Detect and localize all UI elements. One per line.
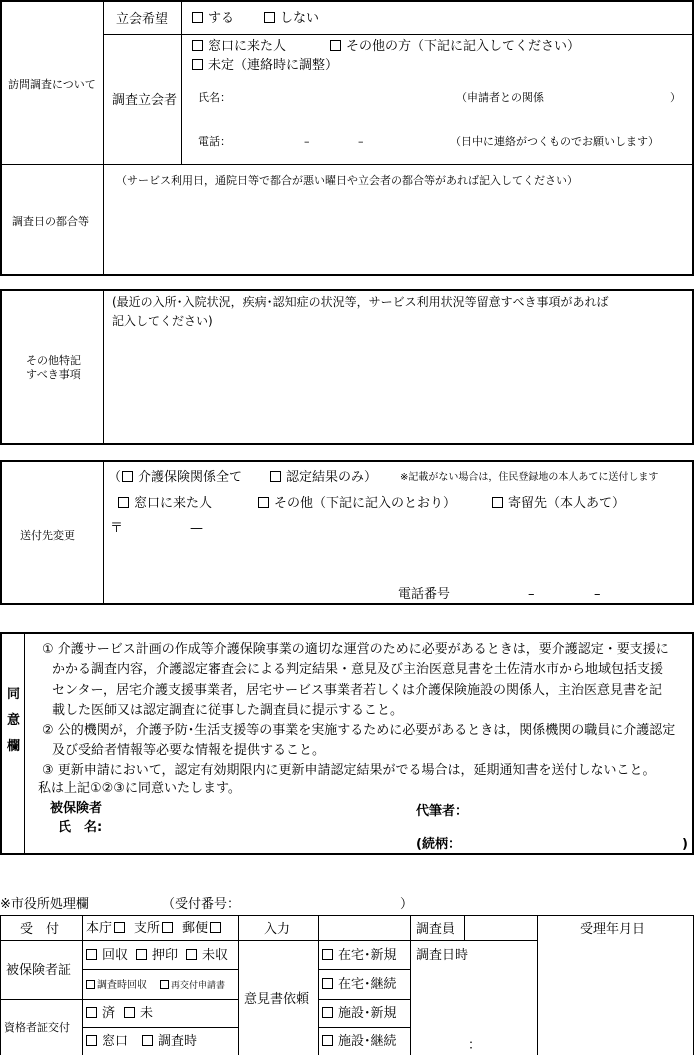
shisetsu-keizoku-option[interactable]: 施設･継続 xyxy=(322,1035,397,1048)
witness-undecided-option[interactable]: 未定（連絡時に調整） xyxy=(192,59,338,72)
checkbox-icon[interactable] xyxy=(192,59,203,70)
consent-section xyxy=(0,632,694,855)
checkbox-icon[interactable] xyxy=(124,1007,135,1018)
witness-name-label: 氏名： xyxy=(198,91,231,104)
checkbox-icon[interactable] xyxy=(186,949,197,960)
send-note: ※記載がない場合は，住民登録地の本人あてに送付します xyxy=(400,472,659,483)
zaitaku-keizoku-option[interactable]: 在宅･継続 xyxy=(322,978,397,991)
consent-line: ③ 更新申請において，認定有効期限内に更新申請認定結果がでる場合は，延期通知書を送付しないこと。 xyxy=(42,763,656,778)
checkbox-icon[interactable] xyxy=(162,922,173,933)
send-all-option[interactable]: 介護保険関係全て xyxy=(122,471,242,484)
phone-dash: – xyxy=(594,587,601,602)
hihokensha-label: 被保険者証 xyxy=(6,963,72,978)
juri-label: 受理年月日 xyxy=(580,922,646,937)
iken-label: 意見書依頼 xyxy=(244,992,310,1007)
receipt-no-close: ） xyxy=(400,897,414,912)
checkbox-icon[interactable] xyxy=(86,980,95,989)
checkbox-icon[interactable] xyxy=(160,980,169,989)
checkbox-icon[interactable] xyxy=(86,1007,97,1018)
kaishu-option[interactable]: 回収 xyxy=(86,949,128,962)
send-hold-option[interactable]: 寄留先（本人あて） xyxy=(492,497,625,510)
nyuryoku-label: 入力 xyxy=(264,922,291,937)
other-note-line1: (最近の入所･入院状況，疾病･認知症の状況等，サービス利用状況等留意すべき事項があれば xyxy=(112,295,609,309)
shisho-option[interactable]: 支所 xyxy=(134,922,178,935)
consent-line: ① 介護サービス計画の作成等介護保険事業の適切な運営のために必要があるときは，要介護認定・要支援に xyxy=(42,642,669,657)
chosain-label: 調査員 xyxy=(416,922,456,937)
relation-open: （申請者との関係 xyxy=(456,91,544,104)
relation-close: ) xyxy=(682,837,688,852)
phone-note: （日中に連絡がつくものでお願いします） xyxy=(450,135,659,148)
receipt-no-open: （受付番号： xyxy=(162,897,241,912)
attend-label: 立会希望 xyxy=(116,12,169,27)
consent-line: センター，居宅介護支援事業者，居宅サービス事業者若しくは介護保険施設の関係人，主治医意見書を記 xyxy=(52,683,662,698)
consent-agree: 私は上記①②③に同意いたします。 xyxy=(38,781,241,796)
checkbox-icon[interactable] xyxy=(114,922,125,933)
checkbox-icon[interactable] xyxy=(86,949,97,960)
other-label-line1: その他特記 xyxy=(26,354,81,367)
consent-side-label: 意 xyxy=(7,713,21,728)
relation-open: (続柄： xyxy=(416,837,461,852)
attend-no-option[interactable]: しない xyxy=(264,12,319,25)
shisetsu-shinki-option[interactable]: 施設･新規 xyxy=(322,1007,397,1020)
consent-line: かかる調査内容，介護認定審査会による判定結果・意見及び主治医意見書を土佐清水市から地域包括支援 xyxy=(52,662,664,677)
chosabi-label: 調査日時 xyxy=(416,948,469,963)
relation-close: ） xyxy=(670,91,681,104)
schedule-label: 調査日の都合等 xyxy=(12,215,89,228)
checkbox-icon[interactable] xyxy=(322,949,333,960)
other-label-line2: すべき事項 xyxy=(26,368,81,381)
checkbox-icon[interactable] xyxy=(118,497,129,508)
checkbox-icon[interactable] xyxy=(492,497,503,508)
witness-label: 調査立会者 xyxy=(112,93,178,108)
checkbox-icon[interactable] xyxy=(258,497,269,508)
consent-line: ② 公的機関が，介護予防･生活支援等の事業を実施するために必要があるときは，関係機関の職員に介護認定 xyxy=(42,723,676,738)
chosabi-colon: ： xyxy=(468,1038,482,1053)
checkbox-icon[interactable] xyxy=(86,1035,97,1046)
checkbox-icon[interactable] xyxy=(136,949,147,960)
checkbox-icon[interactable] xyxy=(192,40,203,51)
checkbox-icon[interactable] xyxy=(270,471,281,482)
phone-dash: – xyxy=(528,587,535,602)
paren-open: （ xyxy=(108,470,122,485)
checkbox-icon[interactable] xyxy=(322,1007,333,1018)
witness-phone-label: 電話： xyxy=(198,135,231,148)
honcho-option[interactable]: 本庁 xyxy=(86,922,130,935)
checkbox-icon[interactable] xyxy=(264,12,275,23)
chosaji-kaishu-option[interactable]: 調査時回収 xyxy=(86,980,147,991)
phone-dash: – xyxy=(358,135,364,148)
mikaishu-option[interactable]: 未収 xyxy=(186,949,228,962)
other-section xyxy=(0,289,694,445)
postal-dash: — xyxy=(190,521,203,536)
attend-yes-option[interactable]: する xyxy=(192,12,234,25)
office-title: ※市役所処理欄 xyxy=(0,897,89,912)
shikaku-label: 資格者証交付 xyxy=(4,1021,70,1034)
insured-label-line2: 氏 名: xyxy=(58,820,103,835)
checkbox-icon[interactable] xyxy=(192,12,203,23)
uketsuke-label: 受 付 xyxy=(20,922,60,937)
send-window-option[interactable]: 窓口に来た人 xyxy=(118,497,212,510)
consent-side-label: 同 xyxy=(7,687,21,702)
consent-line: 及び受給者情報等必要な情報を提供すること。 xyxy=(52,743,326,758)
send-section xyxy=(0,460,694,605)
checkbox-icon[interactable] xyxy=(122,471,133,482)
saikofu-option[interactable]: 再交付申請書 xyxy=(160,980,225,991)
checkbox-icon[interactable] xyxy=(322,978,333,989)
witness-other-option[interactable]: その他の方（下記に記入してください） xyxy=(330,40,580,53)
visit-section xyxy=(0,0,694,276)
witness-window-option[interactable]: 窓口に来た人 xyxy=(192,40,286,53)
mi-option[interactable]: 未 xyxy=(124,1007,153,1020)
checkbox-icon[interactable] xyxy=(210,922,221,933)
consent-side-label: 欄 xyxy=(7,739,21,754)
send-result-option[interactable]: 認定結果のみ） xyxy=(270,471,377,484)
checkbox-icon[interactable] xyxy=(142,1035,153,1046)
chosaji-option[interactable]: 調査時 xyxy=(142,1035,197,1048)
phone-dash: – xyxy=(304,135,310,148)
visit-label: 訪問調査について xyxy=(8,78,96,91)
yubin-option[interactable]: 郵便 xyxy=(182,922,226,935)
madoguchi-option[interactable]: 窓口 xyxy=(86,1035,128,1048)
schedule-note: （サービス利用日，通院日等で都合が悪い曜日や立会者の都合等があれば記入してください） xyxy=(116,174,578,187)
send-label: 送付先変更 xyxy=(20,529,75,542)
send-phone-label: 電話番号 xyxy=(398,587,451,602)
checkbox-icon[interactable] xyxy=(322,1035,333,1046)
consent-line: 載した医師又は認定調査に従事した調査員に提示すること。 xyxy=(52,703,404,718)
zumi-option[interactable]: 済 xyxy=(86,1007,115,1020)
insured-label-line1: 被保険者 xyxy=(50,801,103,816)
proxy-label: 代筆者： xyxy=(416,804,469,819)
office-table xyxy=(0,915,694,1055)
send-other-option[interactable]: その他（下記に記入のとおり） xyxy=(258,497,456,510)
oin-option[interactable]: 押印 xyxy=(136,949,178,962)
zaitaku-shinki-option[interactable]: 在宅･新規 xyxy=(322,949,397,962)
other-note-line2: 記入してください) xyxy=(112,314,213,328)
postal-mark: 〒 xyxy=(110,521,124,536)
checkbox-icon[interactable] xyxy=(330,40,341,51)
